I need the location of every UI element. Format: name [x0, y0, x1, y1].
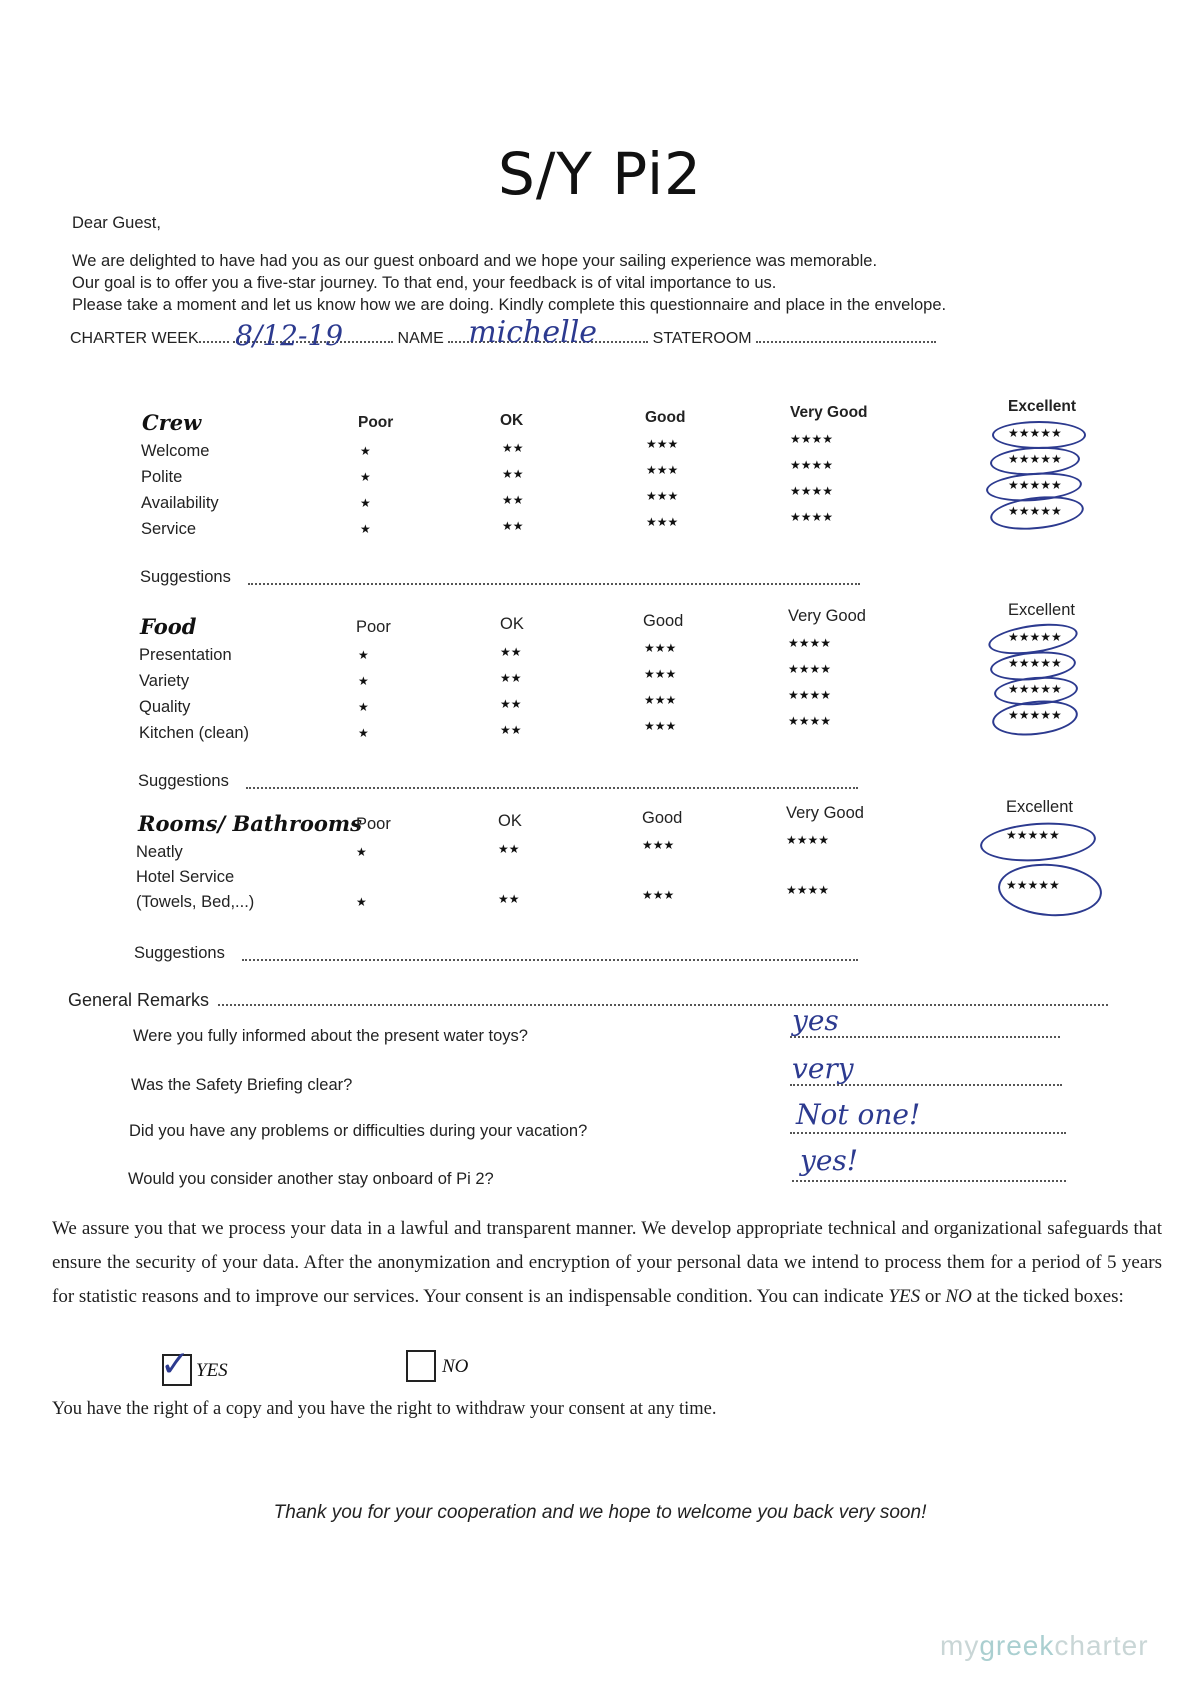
rooms-item-neatly: Neatly	[136, 843, 183, 861]
crew-col-excellent: Excellent	[1008, 398, 1077, 415]
star-3[interactable]: ★★★	[644, 693, 677, 707]
data-consent-text	[52, 1212, 1162, 1314]
rooms-col-excellent: Excellent	[1006, 798, 1073, 816]
rooms-col-good: Good	[642, 809, 683, 827]
question-water-toys: Were you fully informed about the present water toys?	[133, 1027, 528, 1045]
star-1[interactable]: ★	[358, 648, 369, 662]
food-item-kitchen: Kitchen (clean)	[139, 724, 250, 742]
star-2[interactable]: ★★	[500, 671, 522, 685]
star-1[interactable]: ★	[360, 470, 371, 484]
star-5[interactable]: ★★★★★	[1008, 630, 1062, 644]
crew-suggestions-field[interactable]	[248, 583, 860, 585]
site-watermark	[940, 1630, 1149, 1662]
selection-circle	[992, 421, 1086, 449]
star-4[interactable]: ★★★★	[790, 484, 834, 498]
food-item-variety: Variety	[139, 672, 190, 690]
star-5[interactable]: ★★★★★	[1008, 504, 1062, 518]
food-col-very-good: Very Good	[788, 607, 866, 625]
star-2[interactable]: ★★	[500, 645, 522, 659]
consent-rights-text: You have the right of a copy and you have the right to withdraw your consent at any time.	[52, 1399, 717, 1419]
crew-col-ok: OK	[500, 412, 524, 429]
stateroom-label: STATEROOM	[652, 330, 752, 347]
intro-line-1: We are delighted to have had you as our guest onboard and we hope your sailing experience was memorable.	[72, 252, 878, 270]
general-remarks-label: General Remarks	[68, 990, 210, 1010]
star-2[interactable]: ★★	[502, 519, 524, 533]
star-2[interactable]: ★★	[500, 697, 522, 711]
star-1[interactable]: ★	[358, 726, 369, 740]
star-5[interactable]: ★★★★★	[1008, 426, 1062, 440]
star-5[interactable]: ★★★★★	[1008, 478, 1062, 492]
food-suggestions-label: Suggestions	[138, 772, 229, 790]
rooms-suggestions-label: Suggestions	[134, 944, 225, 962]
answer-line[interactable]	[790, 1132, 1066, 1134]
star-2[interactable]: ★★	[500, 723, 522, 737]
star-1[interactable]: ★	[356, 895, 367, 909]
answer-line[interactable]	[790, 1036, 1060, 1038]
star-1[interactable]: ★	[360, 496, 371, 510]
name-field[interactable]	[448, 315, 648, 350]
consent-body: We assure you that we process your data in a lawful and transparent manner. We develop appropriate technical and organizational safeguards that ensure the security of your data. After the anonymization and encryption of your personal data we intend to process them for a period of 5 years for statistic reasons and to improve our services. Your consent is an indispensable condition. You can indicate	[52, 1218, 1162, 1307]
selection-circle	[996, 860, 1103, 919]
rooms-col-ok: OK	[498, 812, 522, 830]
selection-circle	[979, 819, 1097, 865]
consent-no-checkbox[interactable]	[406, 1350, 436, 1382]
charter-week-value: 8/12-19	[235, 319, 344, 352]
star-4[interactable]: ★★★★	[788, 662, 832, 676]
question-safety-briefing: Was the Safety Briefing clear?	[131, 1076, 353, 1094]
star-3[interactable]: ★★★	[644, 719, 677, 733]
answer-line[interactable]	[792, 1180, 1066, 1182]
greeting: Dear Guest,	[72, 214, 161, 232]
star-4[interactable]: ★★★★	[786, 883, 830, 897]
star-4[interactable]: ★★★★	[790, 510, 834, 524]
star-4[interactable]: ★★★★	[786, 833, 830, 847]
selection-circle	[990, 697, 1079, 740]
crew-col-very-good: Very Good	[790, 404, 868, 421]
star-2[interactable]: ★★	[498, 892, 520, 906]
answer-problems: Not one!	[796, 1098, 921, 1131]
star-1[interactable]: ★	[360, 444, 371, 458]
watermark-part-2: greek	[979, 1630, 1055, 1661]
crew-item-polite: Polite	[141, 468, 183, 486]
answer-line[interactable]	[790, 1084, 1062, 1086]
consent-no-label: NO	[442, 1356, 469, 1377]
star-4[interactable]: ★★★★	[788, 714, 832, 728]
star-3[interactable]: ★★★	[646, 515, 679, 529]
star-3[interactable]: ★★★	[646, 463, 679, 477]
consent-tail: at the ticked boxes:	[971, 1286, 1124, 1307]
form-title: S/Y Pi2	[498, 140, 702, 208]
checkmark-icon: ✓	[160, 1344, 191, 1385]
star-4[interactable]: ★★★★	[788, 636, 832, 650]
crew-col-good: Good	[645, 409, 686, 426]
star-1[interactable]: ★	[358, 674, 369, 688]
star-1[interactable]: ★	[360, 522, 371, 536]
food-col-poor: Poor	[356, 618, 391, 636]
star-2[interactable]: ★★	[502, 467, 524, 481]
answer-another-stay: yes!	[800, 1144, 859, 1177]
food-item-presentation: Presentation	[139, 646, 232, 664]
star-5[interactable]: ★★★★★	[1006, 828, 1060, 842]
star-5[interactable]: ★★★★★	[1006, 878, 1060, 892]
star-3[interactable]: ★★★	[642, 838, 675, 852]
rooms-item-towels-bed: (Towels, Bed,...)	[136, 893, 255, 911]
star-2[interactable]: ★★	[498, 842, 520, 856]
star-4[interactable]: ★★★★	[790, 432, 834, 446]
intro-line-3: Please take a moment and let us know how we are doing. Kindly complete this questionnaire and place in the envelope.	[72, 296, 947, 314]
crew-suggestions-label: Suggestions	[140, 568, 231, 586]
star-4[interactable]: ★★★★	[788, 688, 832, 702]
consent-yes-label: YES	[196, 1360, 228, 1381]
watermark-part-3: charter	[1054, 1630, 1149, 1661]
stateroom-field[interactable]	[756, 341, 936, 343]
crew-item-availability: Availability	[141, 494, 219, 512]
name-value: michelle	[468, 315, 598, 350]
crew-item-welcome: Welcome	[141, 442, 210, 460]
crew-col-poor: Poor	[358, 414, 394, 431]
star-5[interactable]: ★★★★★	[1008, 682, 1062, 696]
star-1[interactable]: ★	[358, 700, 369, 714]
rooms-col-poor: Poor	[356, 815, 391, 833]
charter-info-row	[70, 315, 970, 352]
food-col-ok: OK	[500, 615, 524, 633]
star-5[interactable]: ★★★★★	[1008, 656, 1062, 670]
star-5[interactable]: ★★★★★	[1008, 452, 1062, 466]
watermark-part-1: my	[940, 1630, 980, 1661]
star-1[interactable]: ★	[356, 845, 367, 859]
intro-line-2: Our goal is to offer you a five-star journey. To that end, your feedback is of vital importance to us.	[72, 274, 777, 292]
thank-you-note: Thank you for your cooperation and we hope to welcome you back very soon!	[273, 1502, 927, 1523]
food-section-title: Food	[140, 614, 197, 639]
consent-no-word: NO	[945, 1286, 972, 1307]
rooms-col-very-good: Very Good	[786, 804, 864, 822]
star-3[interactable]: ★★★	[646, 437, 679, 451]
general-remarks-field[interactable]	[218, 1004, 1108, 1006]
food-col-good: Good	[643, 612, 684, 630]
consent-or-word: or	[920, 1286, 946, 1307]
question-another-stay: Would you consider another stay onboard of Pi 2?	[128, 1170, 494, 1188]
answer-safety-briefing: very	[792, 1052, 854, 1085]
food-suggestions-field[interactable]	[246, 787, 858, 789]
crew-item-service: Service	[141, 520, 197, 538]
star-4[interactable]: ★★★★	[790, 458, 834, 472]
name-label: NAME	[397, 330, 444, 347]
food-col-excellent: Excellent	[1008, 601, 1075, 619]
star-2[interactable]: ★★	[502, 441, 524, 455]
charter-week-field[interactable]	[233, 319, 393, 352]
rooms-suggestions-field[interactable]	[242, 959, 858, 961]
star-3[interactable]: ★★★	[642, 888, 675, 902]
rooms-section-title: Rooms/ Bathrooms	[138, 811, 362, 836]
charter-week-label: CHARTER WEEK	[70, 330, 199, 347]
answer-water-toys: yes	[792, 1004, 839, 1037]
question-problems: Did you have any problems or difficulties during your vacation?	[129, 1122, 588, 1140]
star-3[interactable]: ★★★	[644, 641, 677, 655]
rooms-item-hotel-service: Hotel Service	[136, 868, 235, 886]
star-3[interactable]: ★★★	[644, 667, 677, 681]
star-2[interactable]: ★★	[502, 493, 524, 507]
food-item-quality: Quality	[139, 698, 191, 716]
crew-section-title: Crew	[142, 410, 202, 435]
star-3[interactable]: ★★★	[646, 489, 679, 503]
consent-yes-word: YES	[888, 1286, 921, 1307]
star-5[interactable]: ★★★★★	[1008, 708, 1062, 722]
